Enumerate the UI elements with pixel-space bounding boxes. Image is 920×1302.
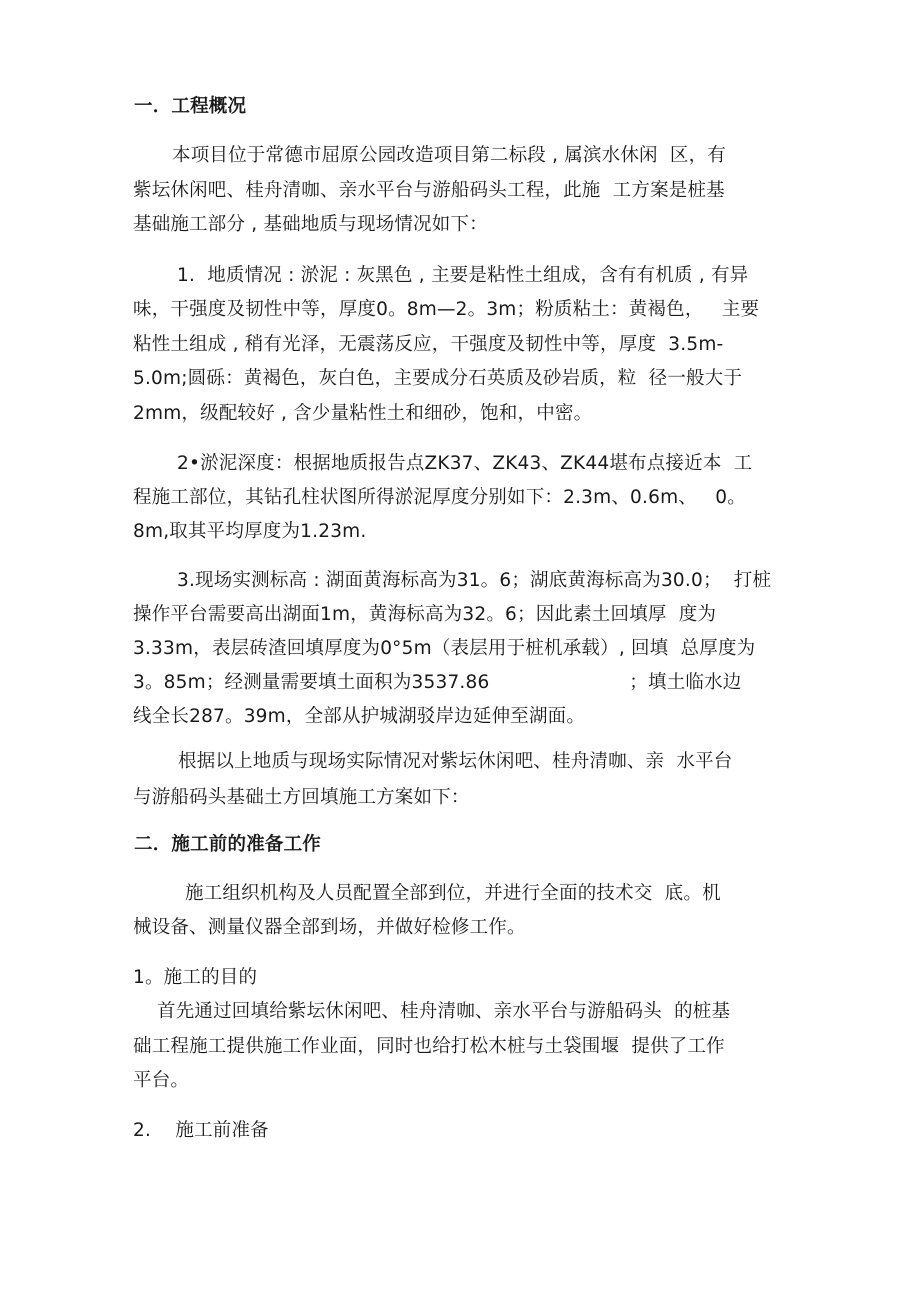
- item-2-line-2: 程施工部位，其钻孔柱状图所得淤泥厚度分别如下：2.3m、0.6m、 0。: [133, 487, 746, 508]
- item-2-line-1: 2•淤泥深度：根据地质报告点ZK37、ZK43、ZK44堪布点接近本 工: [177, 453, 753, 474]
- item-3-line-4: 3。85m；经测量需要填土面积为3537.86 ；填土临水边: [133, 672, 742, 693]
- section-1-intro-line-3: 基础施工部分 , 基础地质与现场情况如下：: [133, 214, 488, 235]
- subsection-1-line-2: 础工程施工提供施工作业面，同时也给打松木桩与土袋围堰 提供了工作: [133, 1036, 725, 1057]
- section-2-intro-line-2: 械设备、测量仪器全部到场，并做好检修工作。: [133, 917, 526, 938]
- item-3-line-5: 线全长287。39m，全部从护城湖驳岸边延伸至湖面。: [133, 706, 586, 727]
- subsection-1-line-1: 首先通过回填给紫坛休闲吧、桂舟清咖、亲水平台与游船码头 的桩基: [157, 1001, 731, 1022]
- section-2-heading: 二．施工前的准备工作: [134, 834, 322, 855]
- item-1-line-1: 1. 地质情况 : 淤泥 : 灰黑色 , 主要是粘性土组成，含有有机质 , 有异: [177, 265, 749, 286]
- subsection-2-title: 2. 施工前准备: [133, 1120, 269, 1141]
- section-2-intro-line-1: 施工组织机构及人员配置全部到位，并进行全面的技术交 底。机: [185, 883, 721, 904]
- item-1-line-3: 粘性土组成 , 稍有光泽，无震荡反应，干强度及韧性中等，厚度 3.5m-: [133, 334, 724, 355]
- subsection-1-title: 1。施工的目的: [133, 967, 258, 988]
- item-1-line-2: 味，干强度及韧性中等，厚度0。8m—2。3m；粉质粘土：黄褐色， 主要: [133, 299, 760, 320]
- item-2-line-3: 8m,取其平均厚度为1.23m.: [133, 521, 367, 542]
- section-1-intro-line-2: 紫坛休闲吧、桂舟清咖、亲水平台与游船码头工程，此施 工方案是桩基: [133, 180, 725, 201]
- item-3-line-3: 3.33m，表层砖渣回填厚度为0°5m（表层用于桩机承载）, 回填 总厚度为: [133, 638, 756, 659]
- section-1-heading: 一．工程概况: [134, 96, 247, 117]
- subsection-1-line-3: 平台。: [133, 1070, 190, 1091]
- section-1-intro-line-1: 本项目位于常德市屈原公园改造项目第二标段 , 属滨水休闲 区，有: [172, 145, 727, 166]
- section-1-conclusion-line-2: 与游船码头基础土方回填施工方案如下：: [133, 787, 470, 808]
- item-3-line-2: 操作平台需要高出湖面1m，黄海标高为32。6；因此素土回填厚 度为: [133, 604, 717, 625]
- item-3-line-1: 3.现场实测标高 : 湖面黄海标高为31。6；湖底黄海标高为30.0； 打桩: [177, 570, 772, 591]
- item-1-line-5: 2mm，级配较好 , 含少量粘性土和细砂，饱和，中密。: [133, 403, 593, 424]
- item-1-line-4: 5.0m;圆砾：黄褐色，灰白色，主要成分石英质及砂岩质，粒 径一般大于: [133, 368, 743, 389]
- section-1-conclusion-line-1: 根据以上地质与现场实际情况对紫坛休闲吧、桂舟清咖、亲 水平台: [178, 751, 733, 772]
